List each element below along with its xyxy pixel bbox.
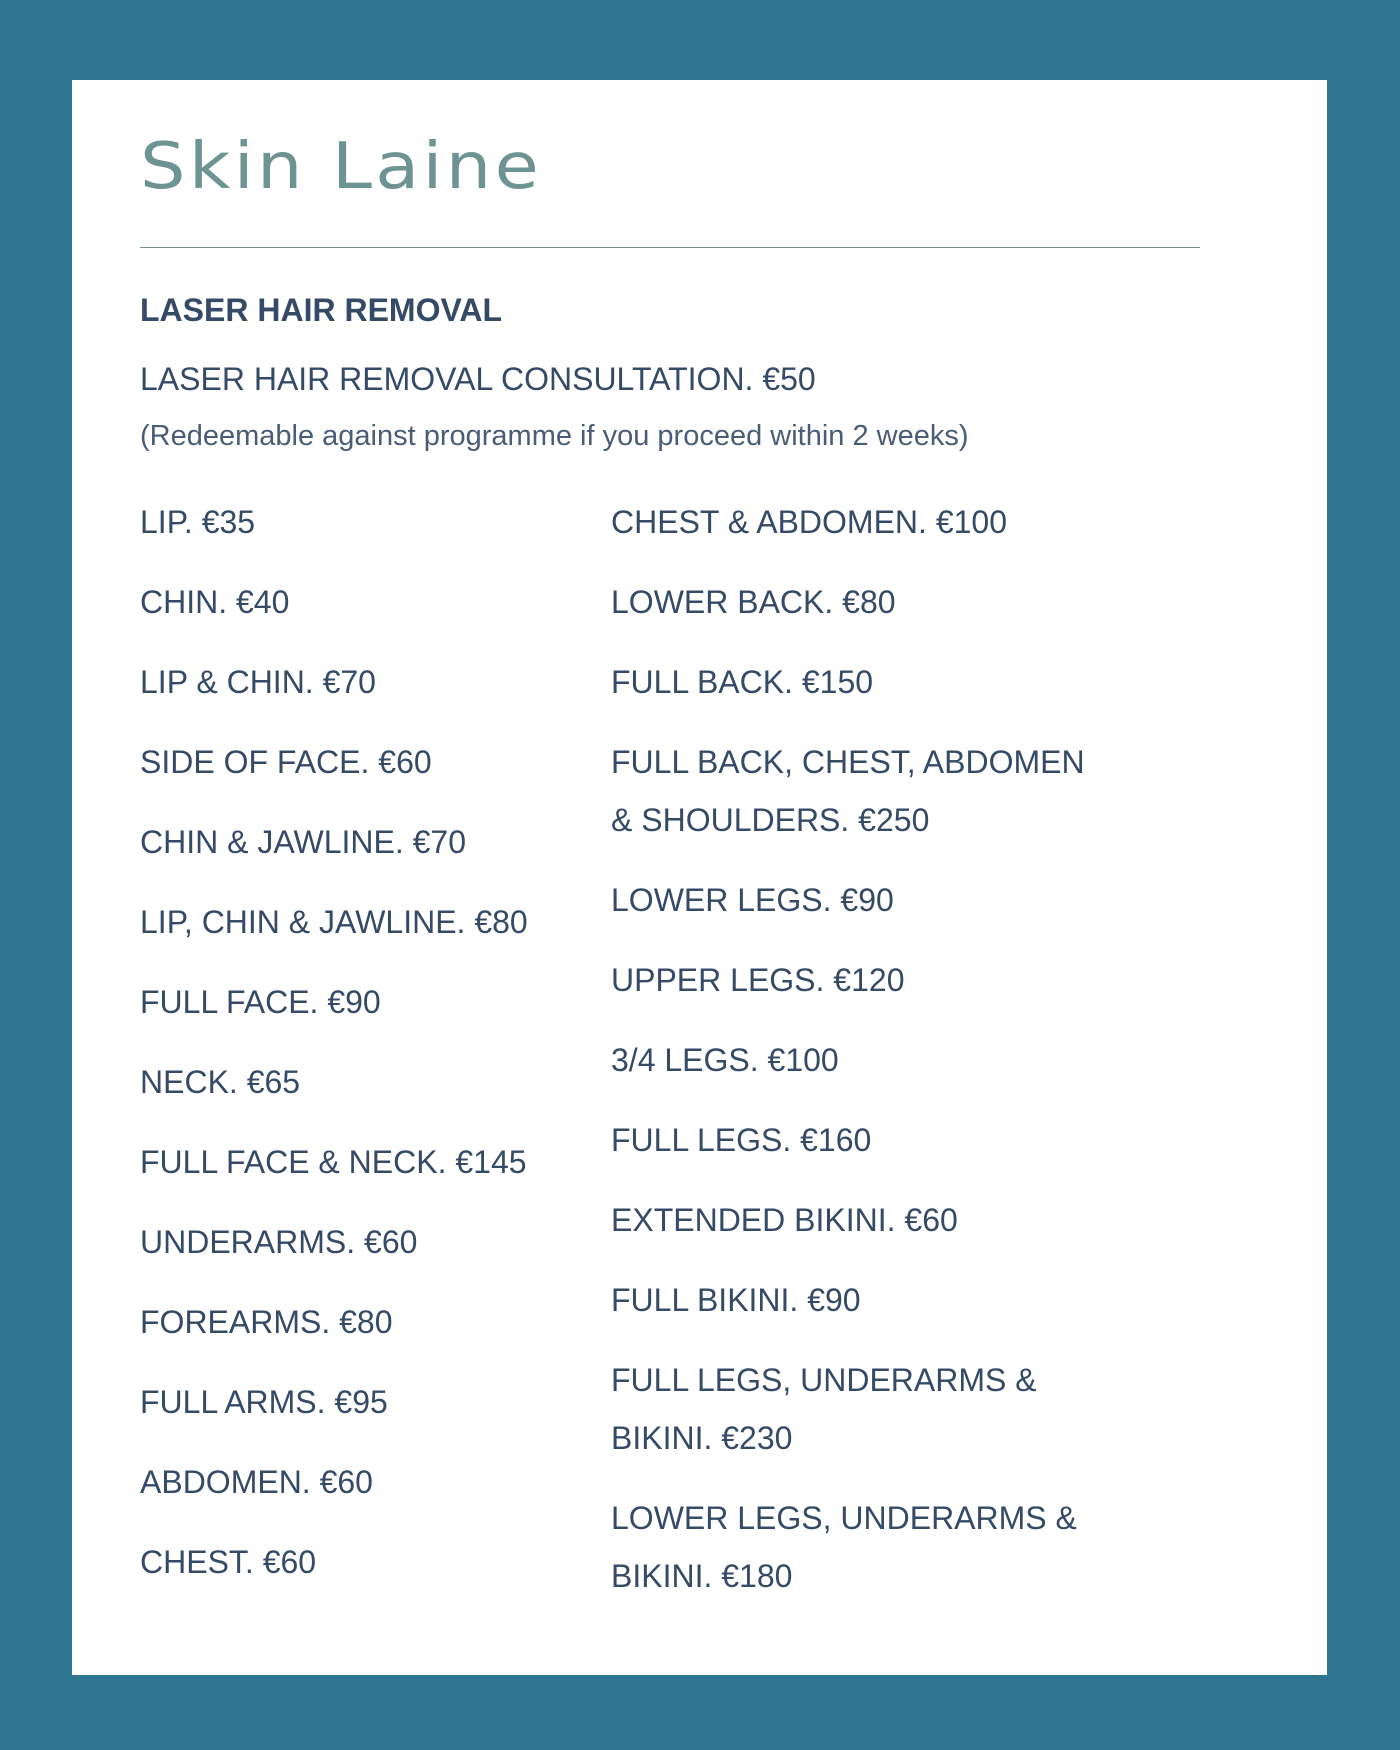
price-item: NECK. €65 (140, 1064, 301, 1100)
price-item: ABDOMEN. €60 (140, 1464, 373, 1500)
price-item: LOWER LEGS. €90 (611, 882, 894, 918)
price-item: CHEST & ABDOMEN. €100 (611, 504, 1007, 540)
price-item: FULL ARMS. €95 (140, 1384, 388, 1420)
price-item: CHEST. €60 (140, 1544, 317, 1580)
price-item: UNDERARMS. €60 (140, 1224, 418, 1260)
consultation-note: (Redeemable against programme if you proceed within 2 weeks) (140, 420, 969, 452)
price-item: FULL LEGS. €160 (611, 1122, 872, 1158)
price-item: 3/4 LEGS. €100 (611, 1042, 839, 1078)
price-item: LOWER LEGS, UNDERARMS & BIKINI. €180 (611, 1500, 1077, 1594)
price-item: LIP & CHIN. €70 (140, 664, 376, 700)
price-item: CHIN & JAWLINE. €70 (140, 824, 467, 860)
price-item: FULL BACK, CHEST, ABDOMEN & SHOULDERS. €250 (611, 744, 1085, 838)
left-price-column (140, 493, 600, 1613)
price-item: LOWER BACK. €80 (611, 584, 896, 620)
price-item: LIP. €35 (140, 504, 256, 540)
price-item: FULL FACE & NECK. €145 (140, 1144, 527, 1180)
price-list-card (72, 80, 1327, 1675)
price-item: CHIN. €40 (140, 584, 290, 620)
price-item: FULL LEGS, UNDERARMS & BIKINI. €230 (611, 1362, 1037, 1456)
price-item: FULL BACK. €150 (611, 664, 874, 700)
right-price-column (611, 493, 1171, 1627)
price-item: FOREARMS. €80 (140, 1304, 393, 1340)
divider (140, 247, 1200, 248)
price-item: EXTENDED BIKINI. €60 (611, 1202, 958, 1238)
price-item: FULL FACE. €90 (140, 984, 381, 1020)
price-item: SIDE OF FACE. €60 (140, 744, 432, 780)
consultation-price: LASER HAIR REMOVAL CONSULTATION. €50 (140, 361, 816, 397)
price-item: LIP, CHIN & JAWLINE. €80 (140, 904, 528, 940)
price-item: UPPER LEGS. €120 (611, 962, 905, 998)
section-title: LASER HAIR REMOVAL (140, 292, 503, 328)
brand-logo: Skin Laine (140, 130, 543, 204)
price-item: FULL BIKINI. €90 (611, 1282, 861, 1318)
